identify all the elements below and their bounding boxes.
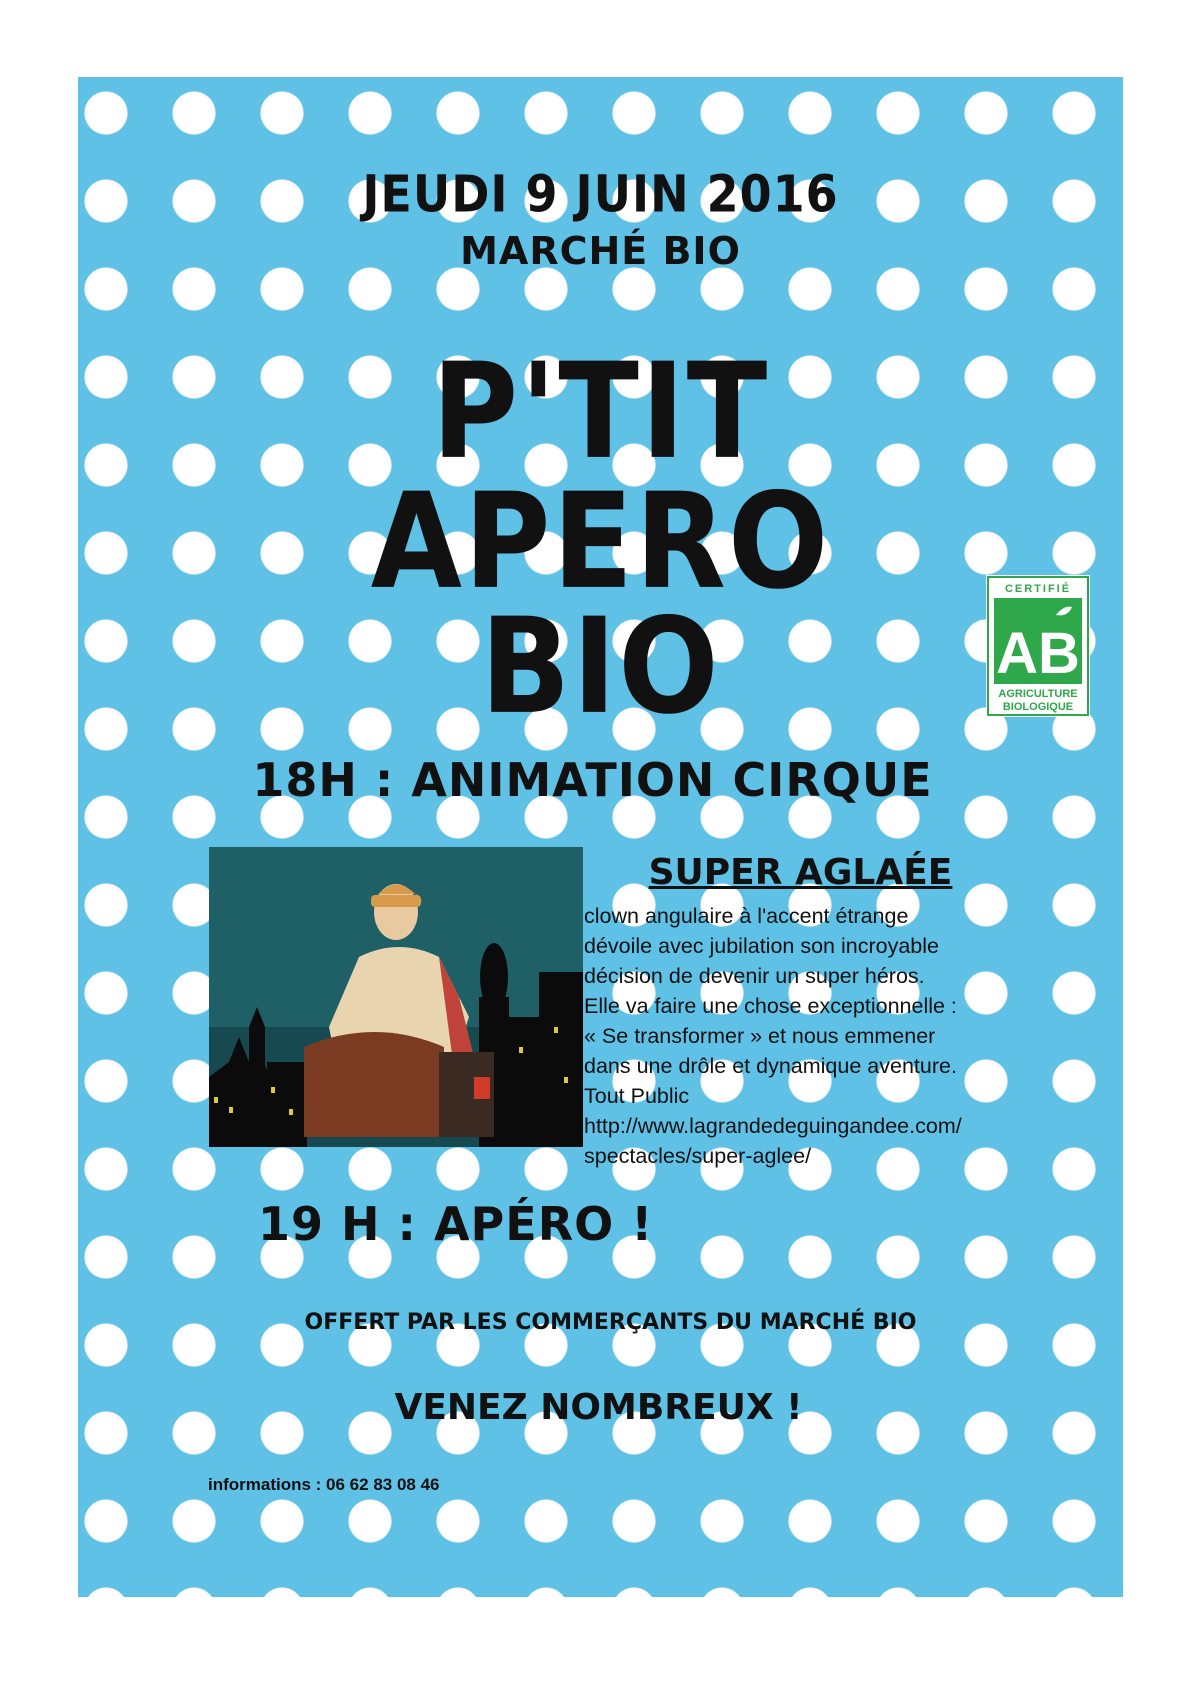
description-line: décision de devenir un super héros. (584, 964, 925, 988)
description-line: dans une drôle et dynamique aventure. (584, 1054, 957, 1078)
description-url-line: spectacles/super-aglee/ (584, 1144, 812, 1168)
clown-photo (209, 847, 583, 1147)
title-line-1: P'TIT (431, 333, 770, 489)
offered-by-text: OFFERT PAR LES COMMERÇANTS DU MARCHÉ BIO (304, 1310, 917, 1335)
description-line: Tout Public (584, 1084, 690, 1108)
description-line: dévoile avec jubilation son incroyable (584, 934, 939, 958)
ab-label-line-2: BIOLOGIQUE (1002, 701, 1074, 713)
apero-heading: 19 H : APÉRO ! (258, 1197, 654, 1251)
ab-logo-graphic (986, 575, 1090, 717)
market-name: MARCHÉ BIO (460, 229, 741, 273)
description-url-line: http://www.lagrandedeguingandee.com/ (584, 1114, 962, 1138)
description-line: « Se transformer » et nous emmener (584, 1024, 936, 1048)
poster (78, 77, 1123, 1597)
title-line-3: BIO (480, 588, 721, 744)
event-date: JEUDI 9 JUIN 2016 (362, 164, 839, 224)
contact-info: informations : 06 62 83 08 46 (208, 1475, 440, 1494)
title-line-2: APERO (370, 463, 831, 619)
animation-heading: 18H : ANIMATION CIRQUE (252, 753, 933, 807)
ab-certified-text: CERTIFIÉ (1004, 583, 1072, 595)
ab-organic-logo (986, 575, 1090, 717)
act-description (584, 901, 1014, 1171)
ab-letters: AB (996, 621, 1080, 686)
description-line: Elle va faire une chose exceptionnelle : (584, 994, 957, 1018)
act-title: SUPER AGLAÉE (648, 852, 953, 893)
ab-label-line-1: AGRICULTURE (998, 688, 1078, 700)
description-line: clown angulaire à l'accent étrange (584, 904, 909, 928)
call-to-action: VENEZ NOMBREUX ! (394, 1387, 803, 1428)
